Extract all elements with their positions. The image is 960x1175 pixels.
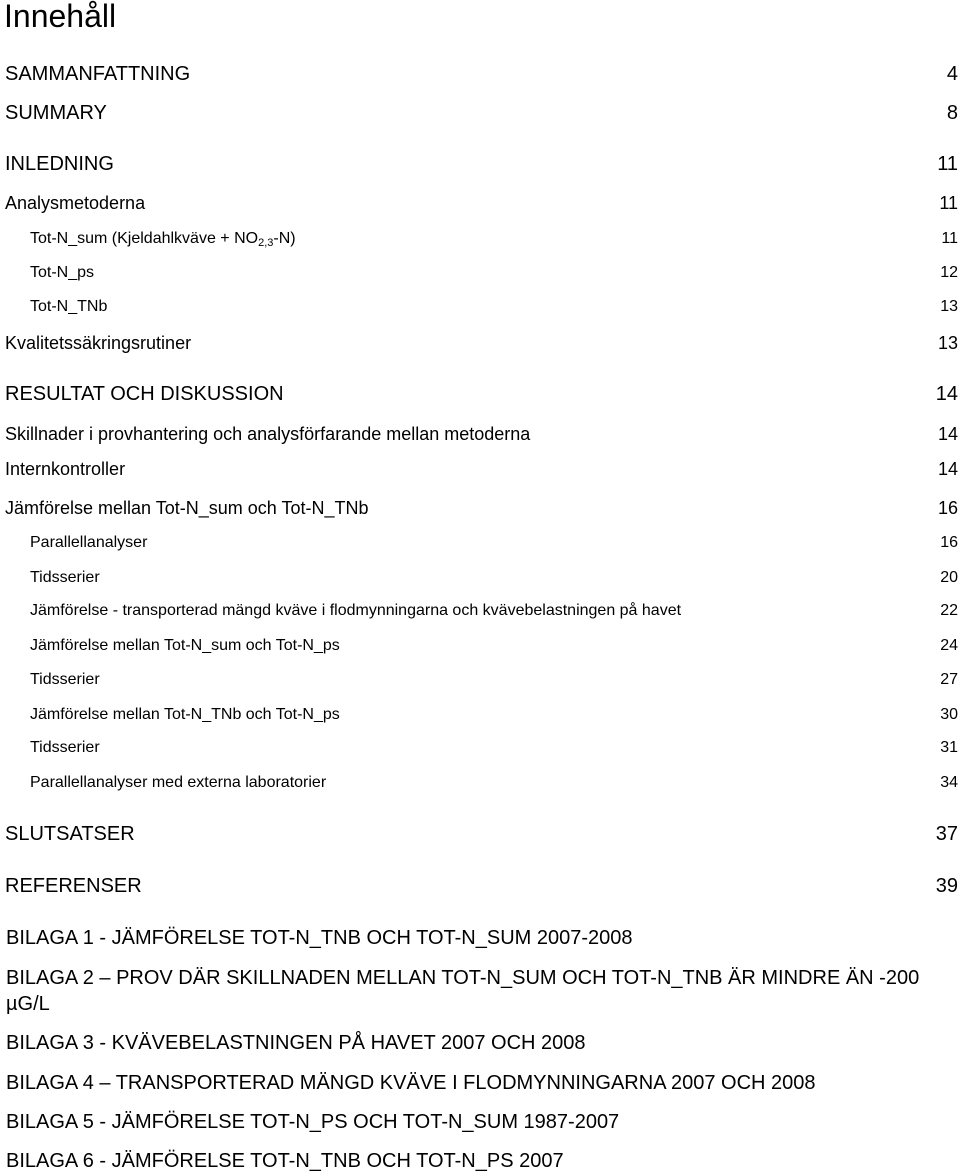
toc-entry-label: Parallellanalyser med externa laboratorier	[30, 774, 327, 791]
toc-entry-label: SAMMANFATTNING	[5, 63, 191, 85]
toc-entry-label: Parallellanalyser	[30, 534, 148, 551]
toc-entry-label: Jämförelse - transporterad mängd kväve i flodmynningarna och kvävebelastningen på havet	[30, 602, 682, 619]
toc-entry-page: 22	[940, 602, 958, 619]
toc-entry-page: 16	[937, 498, 958, 518]
toc-entry-label: Analysmetoderna	[5, 193, 146, 213]
toc-entry-label-prefix: Tot-N_sum (Kjeldahlkväve + NO	[30, 230, 259, 247]
appendix-item-bilaga-1[interactable]: BILAGA 1 - JÄMFÖRELSE TOT-N_TNB OCH TOT-N_SUM 2007-2008	[6, 927, 633, 949]
toc-entry-label: RESULTAT OCH DISKUSSION	[5, 383, 284, 405]
toc-entry-label: SLUTSATSER	[5, 823, 135, 845]
toc-entry-label: Internkontroller	[5, 459, 126, 479]
toc-entry-page: 16	[940, 534, 958, 551]
toc-entry-page: 24	[940, 637, 958, 654]
toc-entry-label-suffix: -N)	[273, 230, 296, 247]
toc-entry-page: 12	[940, 264, 958, 281]
toc-entry-page: 27	[940, 671, 958, 688]
toc-entry-label: Tot-N_TNb	[30, 298, 108, 315]
toc-entry-page: 13	[937, 333, 958, 353]
toc-entry-page: 11	[937, 153, 958, 175]
appendix-item-bilaga-2[interactable]: BILAGA 2 – PROV DÄR SKILLNADEN MELLAN TOT-N_SUM OCH TOT-N_TNB ÄR MINDRE ÄN -200 µG/L	[6, 967, 920, 1015]
toc-entry-page: 39	[935, 875, 958, 897]
toc-entry-label: INLEDNING	[5, 153, 114, 175]
toc-entry-label: Tidsserier	[30, 671, 100, 688]
toc-entry-label: Jämförelse mellan Tot-N_TNb och Tot-N_ps	[30, 706, 340, 723]
toc-entry-page: 8	[946, 102, 958, 124]
appendix-item-bilaga-6[interactable]: BILAGA 6 - JÄMFÖRELSE TOT-N_TNB OCH TOT-N_PS 2007	[6, 1150, 564, 1172]
toc-entry-page: 31	[940, 739, 958, 756]
toc-entry-label: REFERENSER	[5, 875, 142, 897]
toc-entry-page: 14	[937, 459, 958, 479]
toc-entry-page: 4	[946, 63, 958, 85]
toc-entry-label: Tot-N_ps	[30, 264, 95, 281]
appendix-item-bilaga-4[interactable]: BILAGA 4 – TRANSPORTERAD MÄNGD KVÄVE I FLODMYNNINGARNA 2007 OCH 2008	[6, 1072, 816, 1094]
toc-entry-label: Tidsserier	[30, 569, 100, 586]
toc-entry-page: 11	[939, 193, 958, 213]
appendix-item-bilaga-5[interactable]: BILAGA 5 - JÄMFÖRELSE TOT-N_PS OCH TOT-N_SUM 1987-2007	[6, 1111, 620, 1133]
toc-entry-page: 14	[937, 424, 958, 444]
toc-entry-page: 30	[940, 706, 958, 723]
toc-entry-page: 14	[935, 383, 958, 405]
toc-entry-label: Kvalitetssäkringsrutiner	[5, 333, 192, 353]
toc-entry-label: Skillnader i provhantering och analysförfarande mellan metoderna	[5, 424, 531, 444]
toc-entry-page: 11	[941, 230, 958, 247]
toc-entry-label-subscript: 2,3	[258, 237, 274, 249]
page-title: Innehåll	[4, 0, 117, 34]
toc-entry-page: 20	[940, 569, 958, 586]
toc-entry-label: SUMMARY	[5, 102, 107, 124]
toc-entry-label: Jämförelse mellan Tot-N_sum och Tot-N_ps	[30, 637, 340, 654]
toc-entry-page: 37	[935, 823, 958, 845]
toc-entry-page: 13	[940, 298, 958, 315]
toc-entry-label: Tidsserier	[30, 739, 100, 756]
toc-entry-page: 34	[940, 774, 958, 791]
toc-entry-label: Jämförelse mellan Tot-N_sum och Tot-N_TNb	[5, 498, 369, 518]
appendix-item-bilaga-3[interactable]: BILAGA 3 - KVÄVEBELASTNINGEN PÅ HAVET 2007 OCH 2008	[6, 1032, 586, 1054]
toc-entry-label	[30, 229, 296, 249]
